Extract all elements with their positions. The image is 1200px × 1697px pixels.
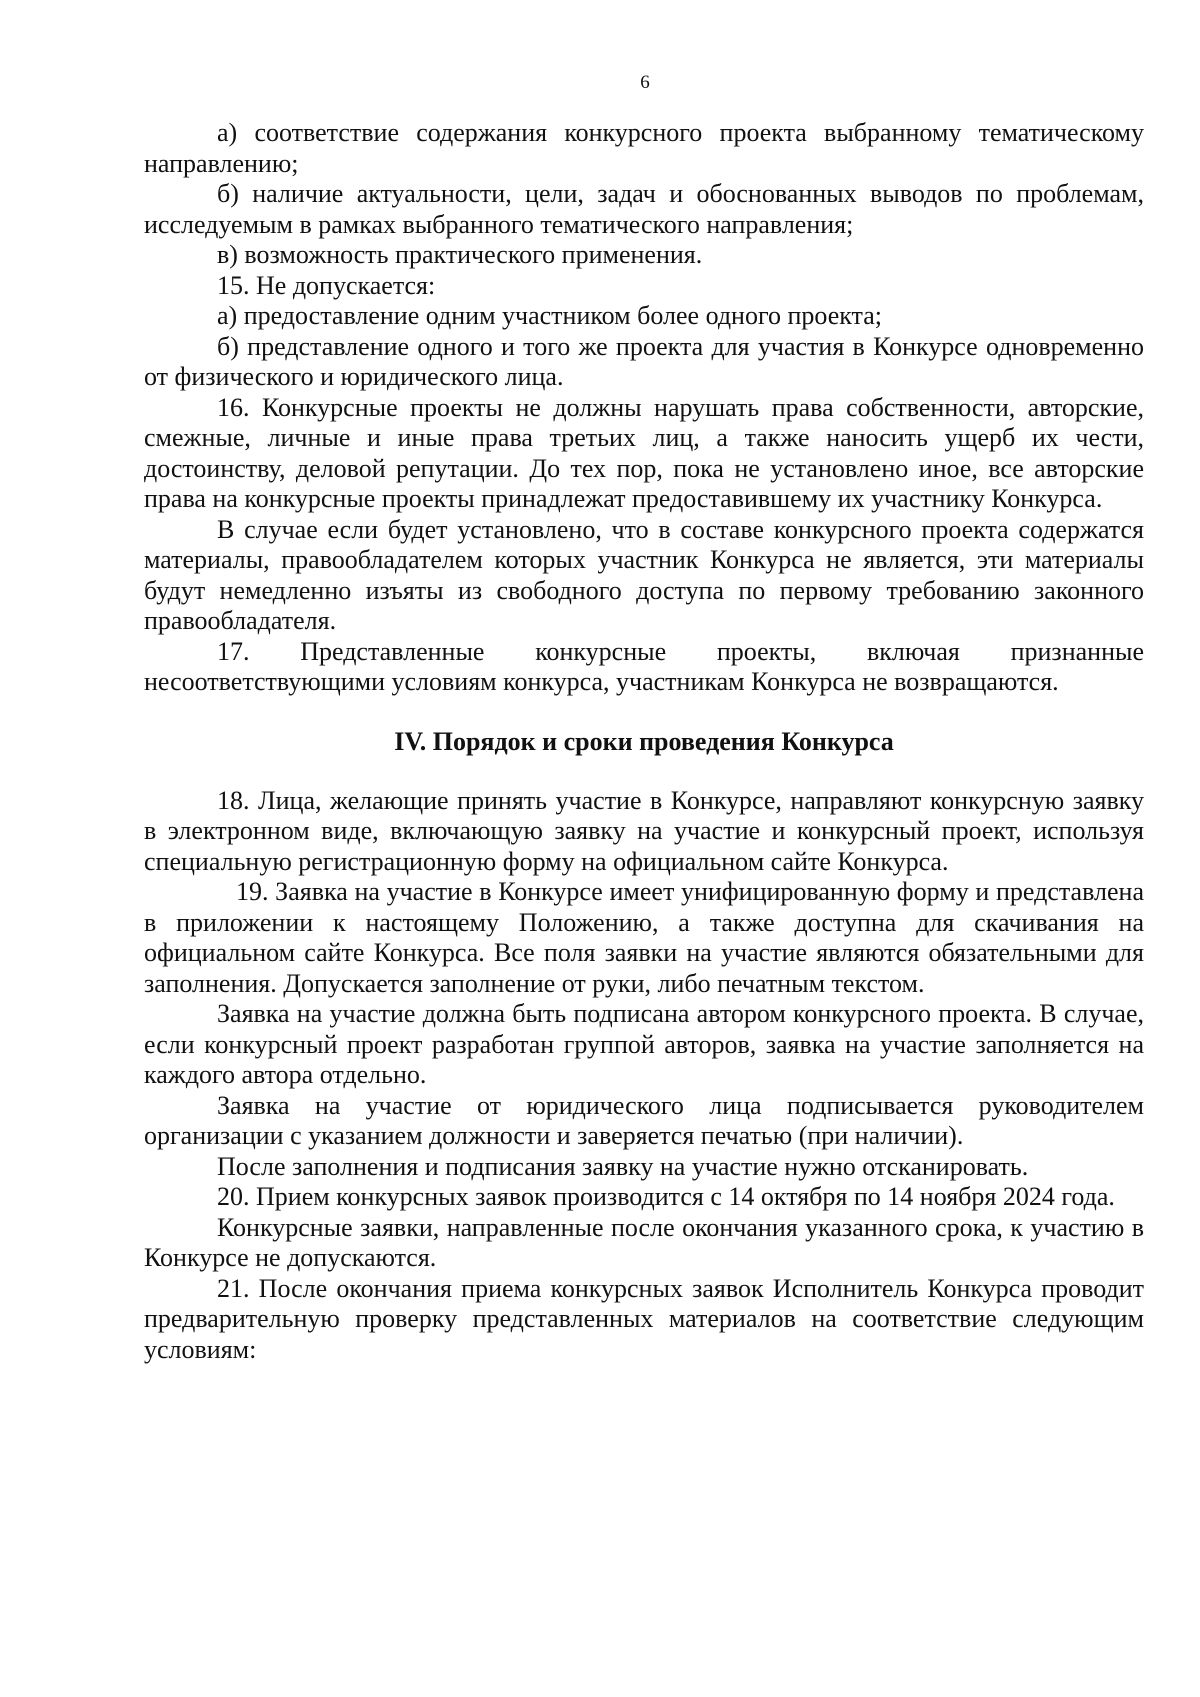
paragraph-20: 20. Прием конкурсных заявок производится с 14 октября по 14 ноября 2024 года. [217,1182,1115,1211]
paragraph-19: 19. Заявка на участие в Конкурсе имеет унифицированную форму и представлена в приложении к настоящему Положению, а также доступна для скачивания на официальном сайте Конкурса. Все поля заявки на участие являются обязательными для заполнения. Допускается заполнение от руки, либо печатным текстом. [144,877,1144,998]
page-number: 6 [640,72,650,93]
paragraph-16-cont: В случае если будет установлено, что в составе конкурсного проекта содержатся материалы, правообладателем которых участник Конкурса не является, эти материалы будут немедленно изъяты из свободного доступа по первому требованию законного правообладателя. [144,514,1144,635]
paragraph-19-signature: Заявка на участие должна быть подписана автором конкурсного проекта. В случае, если конкурсный проект разработан группой авторов, заявка на участие заполняется на каждого автора отдельно. [144,999,1144,1089]
document-body [144,118,1144,1365]
paragraph-15: 15. Не допускается: [217,270,436,300]
paragraph-20-late: Конкурсные заявки, направленные после окончания указанного срока, к участию в Конкурсе не допускаются. [144,1212,1144,1272]
paragraph-14a: а) соответствие содержания конкурсного проекта выбранному тематическому направлению; [144,118,1144,178]
paragraph-14c: в) возможность практического применения. [217,240,703,269]
section-heading: IV. Порядок и сроки проведения Конкурса [394,726,894,756]
paragraph-14b: б) наличие актуальности, цели, задач и обоснованных выводов по проблемам, исследуемым в рамках выбранного тематического направления; [144,179,1144,239]
paragraph-17: 17. Представленные конкурсные проекты, включая признанные несоответствующими условиям конкурса, участникам Конкурса не возвращаются. [144,636,1144,696]
paragraph-21: 21. После окончания приема конкурсных заявок Исполнитель Конкурса проводит предварительную проверку представленных материалов на соответствие следующим условиям: [144,1273,1144,1364]
paragraph-16: 16. Конкурсные проекты не должны нарушать права собственности, авторские, смежные, личные и иные права третьих лиц, а также наносить ущерб их чести, достоинству, деловой репутации. До тех пор, пока не установлено иное, все авторские права на конкурсные проекты принадлежат предоставившему их участнику Конкурса. [144,392,1144,513]
paragraph-15b: б) представление одного и того же проекта для участия в Конкурсе одновременно от физического и юридического лица. [144,331,1144,391]
paragraph-19-legal-entity: Заявка на участие от юридического лица подписывается руководителем организации с указанием должности и заверяется печатью (при наличии). [144,1090,1144,1150]
paragraph-15a: а) предоставление одним участником более одного проекта; [217,301,882,330]
paragraph-19-scan: После заполнения и подписания заявку на участие нужно отсканировать. [217,1151,1029,1181]
paragraph-18: 18. Лица, желающие принять участие в Конкурсе, направляют конкурсную заявку в электронном виде, включающую заявку на участие и конкурсный проект, используя специальную регистрационную форму на официальном сайте Конкурса. [144,785,1144,876]
